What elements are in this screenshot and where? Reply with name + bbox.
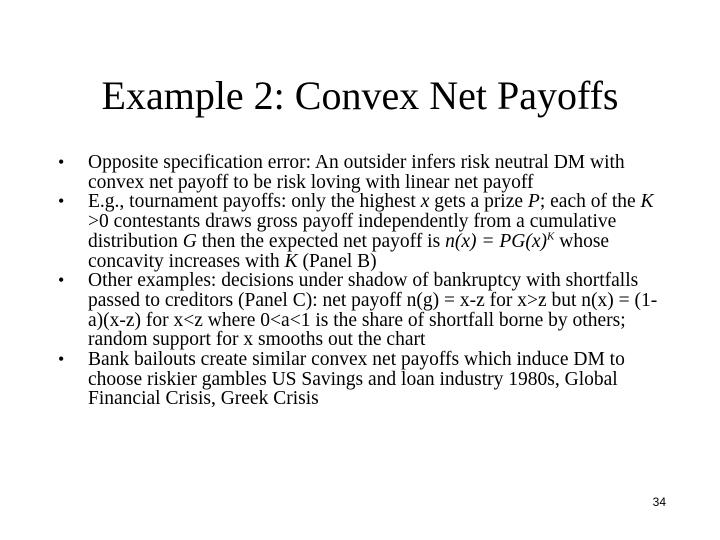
slide-title: Example 2: Convex Net Payoffs [101, 73, 619, 118]
bullet-item [58, 271, 668, 350]
bullet-marker-icon: • [58, 152, 65, 172]
bullet-text: E.g., tournament payoffs: only the highest x gets a prize P; each of the K >0 contestants draws gross payoff independently from a cumulative distribution G then the expected net payoff is $n(x) = PG(x)^K$ whose concavity increases with K (Panel B) [88, 191, 654, 272]
bullet-text: Other examples: decisions under shadow of bankruptcy with shortfalls passed to creditors (Panel C): net payoff n(g) = x-z for x>z but n(x) = (1-a)(x-z) for x<z where 0<a<1 is the share of shortfall borne by others; random support for x smooths out the chart [88, 270, 658, 351]
bullet-text: Bank bailouts create similar convex net payoffs which induce DM to choose riskier gambles US Savings and loan industry 1980s, Global Financial Crisis, Greek Crisis [88, 349, 625, 410]
bullet-marker-icon: • [58, 349, 65, 370]
bullet-text: Opposite specification error: An outsider infers risk neutral DM with convex net payoff to be risk loving with linear net payoff [88, 152, 625, 193]
bullet-item [58, 153, 668, 192]
page-number: 34 [652, 495, 666, 509]
bullet-list [58, 153, 668, 409]
bullet-marker-icon: • [58, 270, 65, 291]
bullet-item [58, 350, 668, 409]
bullet-marker-icon: • [58, 191, 65, 212]
bullet-item [58, 192, 668, 271]
